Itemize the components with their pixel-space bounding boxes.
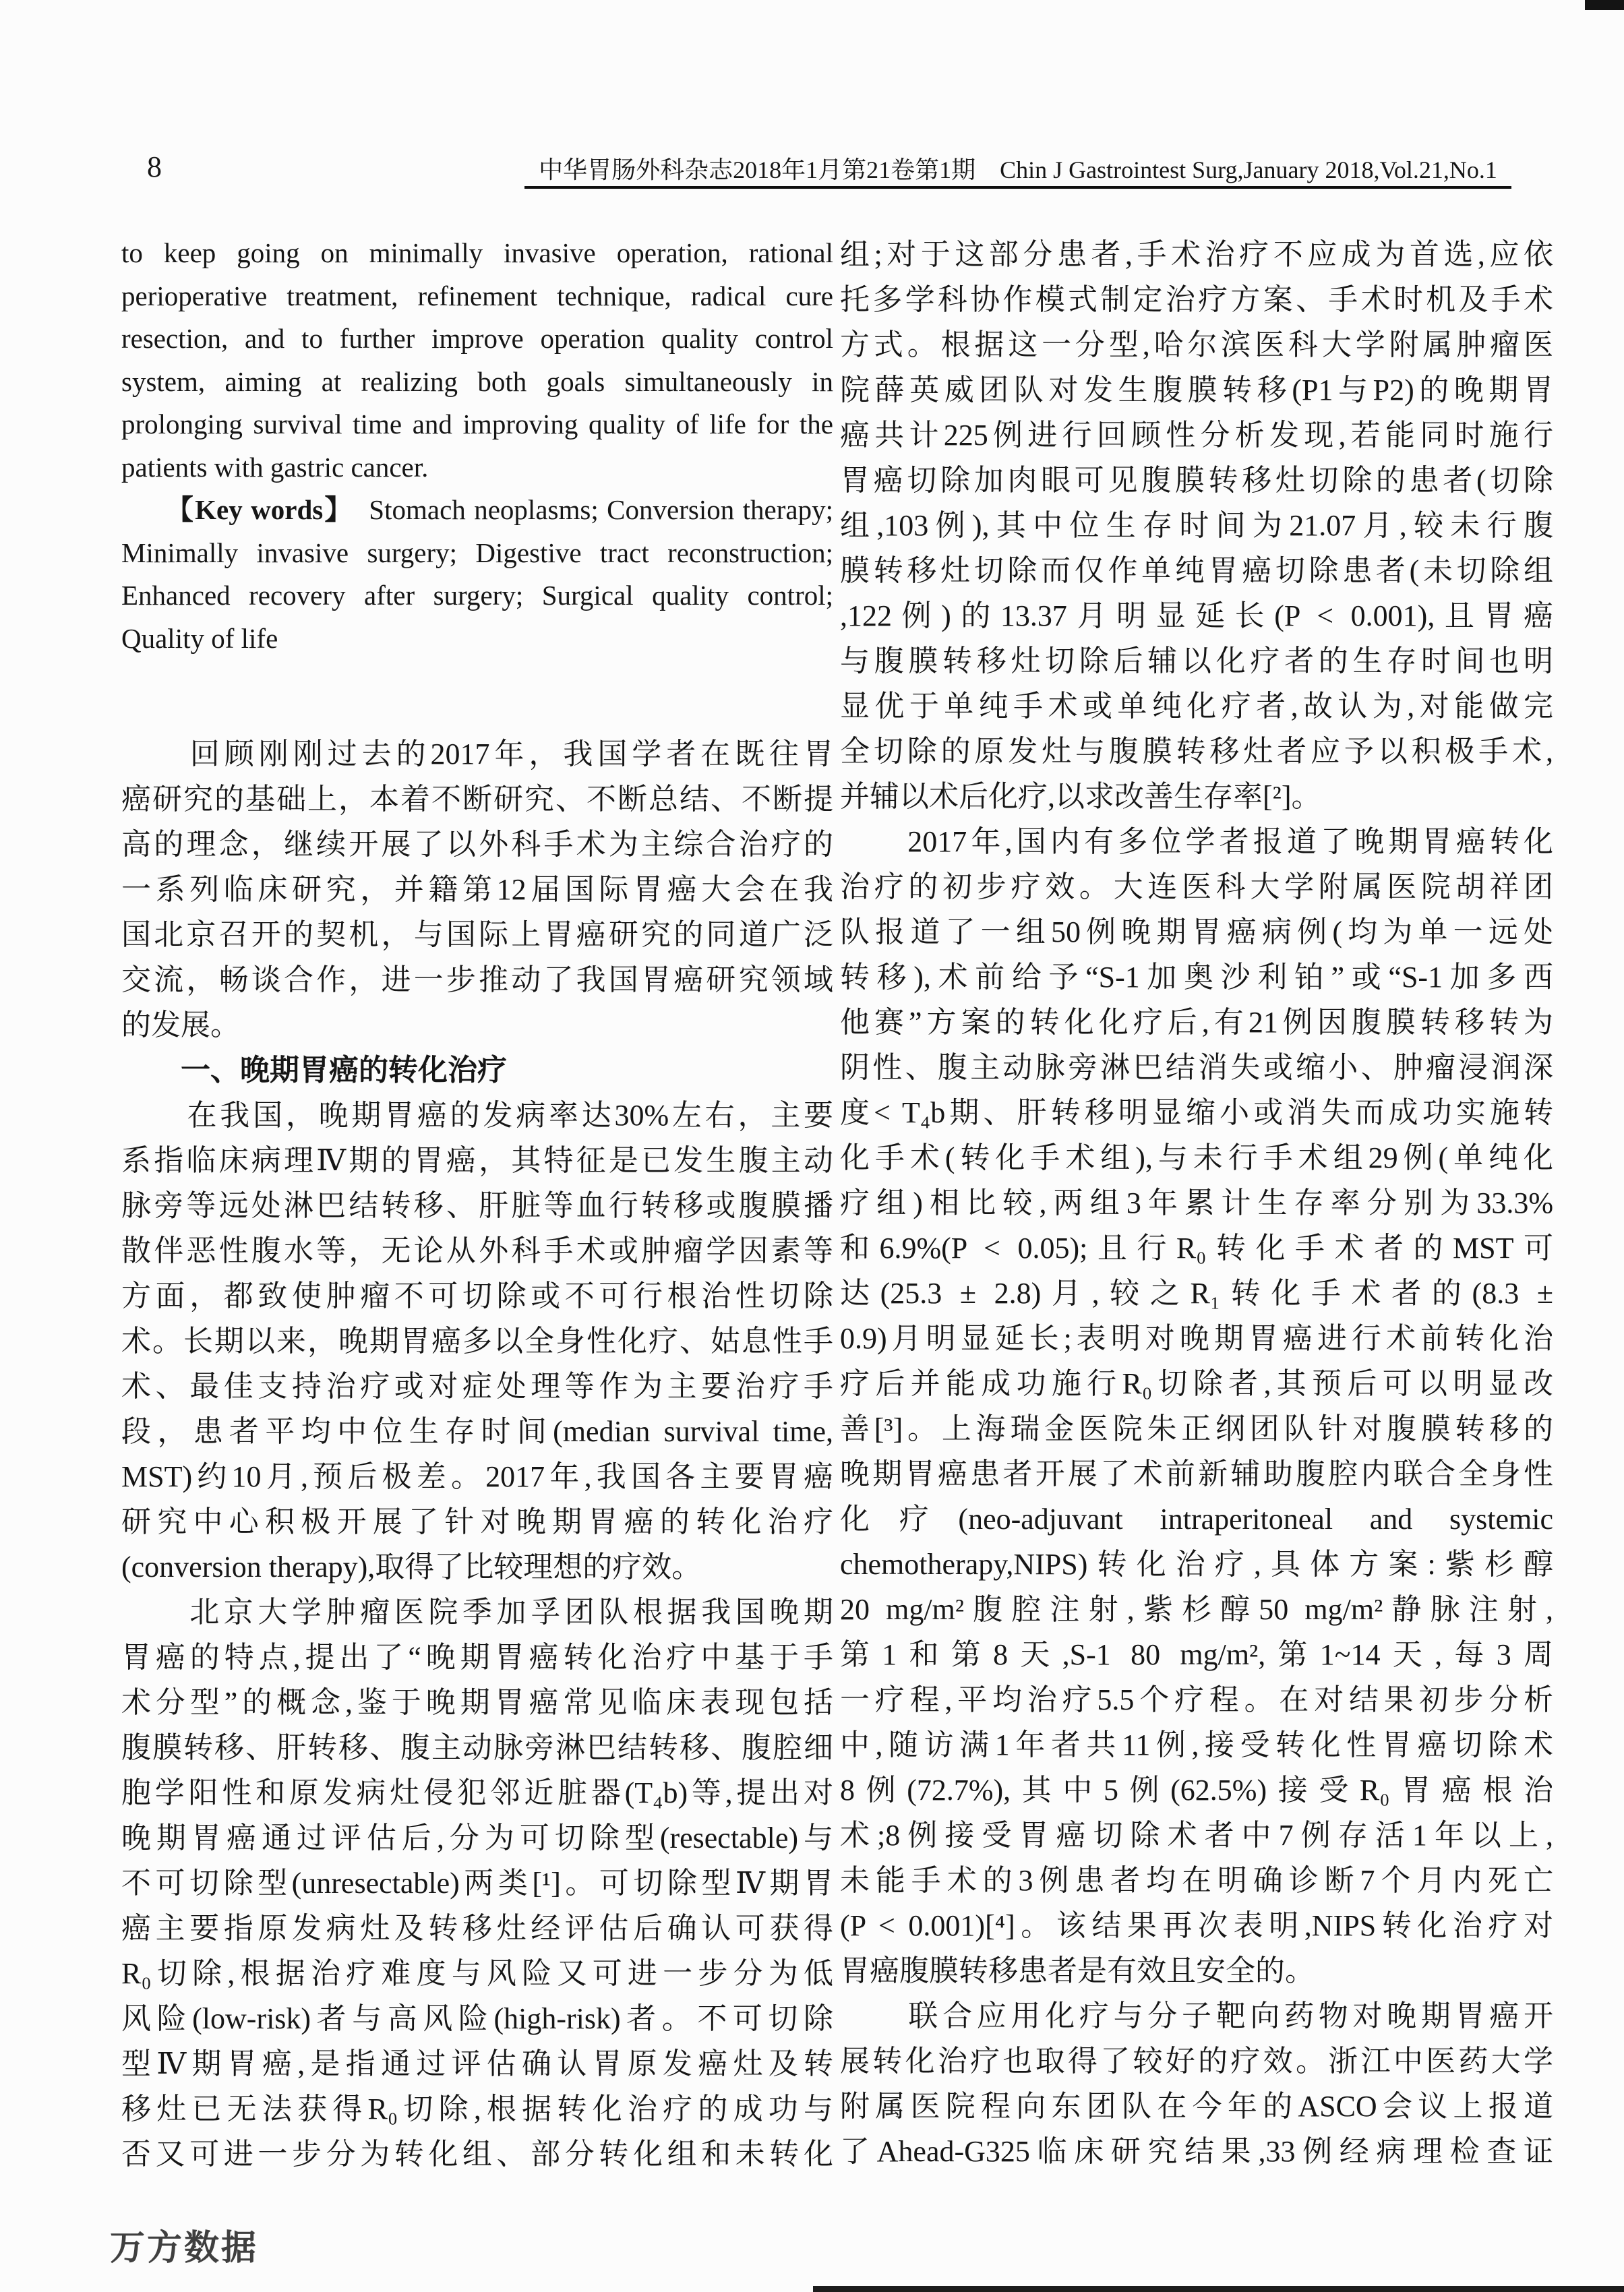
- text-line: 组,103例),其中位生存时间为21.07月,较未行腹: [840, 509, 1553, 542]
- text-line: patients with gastric cancer.: [121, 451, 429, 483]
- text-line: 移灶已无法获得R₀切除,根据转化治疗的成功与: [121, 2092, 833, 2125]
- text-line: 治疗的初步疗效。大连医科大学附属医院胡祥团: [840, 870, 1553, 903]
- text-line: 2017年,国内有多位学者报道了晚期胃癌转化: [840, 825, 1553, 858]
- text-line: to keep going on minimally invasive operation, rational: [121, 237, 833, 268]
- text-line: 联合应用化疗与分子靶向药物对晚期胃癌开: [840, 1999, 1553, 2032]
- text-line: perioperative treatment, refinement technique, radical cure: [121, 280, 833, 311]
- text-line: 第1和第8天,S-1 80 mg/m²,第1~14天,每3周: [840, 1638, 1553, 1671]
- text-line: 系指临床病理Ⅳ期的胃癌，其特征是已发生腹主动: [121, 1144, 833, 1177]
- text-line: 术;8例接受胃癌切除术者中7例存活1年以上,: [840, 1819, 1553, 1852]
- text-line: 不可切除型(unresectable)两类[¹]。可切除型Ⅳ期胃: [121, 1867, 833, 1900]
- right-text-column: [840, 232, 1553, 2174]
- text-line: 托多学科协作模式制定治疗方案、手术时机及手术: [840, 283, 1553, 316]
- text-line: 院薛英威团队对发生腹膜转移(P1与P2)的晚期胃: [840, 373, 1553, 406]
- header-rule: [524, 186, 1511, 189]
- text-line: prolonging survival time and improving quality of life for the: [121, 409, 833, 440]
- text-line: 【Key words】 Stomach neoplasms; Conversion therapy;: [121, 494, 833, 525]
- text-line: R₀切除,根据治疗难度与风险又可进一步分为低: [121, 1957, 833, 1990]
- text-line: 中,随访满1年者共11例,接受转化性胃癌切除术: [840, 1728, 1553, 1761]
- text-line: 否又可进一步分为转化组、部分转化组和未转化: [121, 2138, 833, 2171]
- text-line: 附属医院程向东团队在今年的ASCO会议上报道: [840, 2090, 1553, 2123]
- text-line: 交流，畅谈合作，进一步推动了我国胃癌研究领域: [121, 963, 833, 996]
- text-line: 国北京召开的契机，与国际上胃癌研究的同道广泛: [121, 918, 833, 951]
- text-line: 转移),术前给予“S-1加奥沙利铂”或“S-1加多西: [840, 961, 1553, 994]
- text-line: Enhanced recovery after surgery; Surgical quality control;: [121, 580, 833, 611]
- text-line: resection, and to further improve operation quality control: [121, 323, 833, 354]
- text-line: 晚期胃癌患者开展了术前新辅助腹腔内联合全身性: [840, 1457, 1553, 1490]
- text-line: 回顾刚刚过去的2017年，我国学者在既往胃: [121, 737, 833, 771]
- scan-artifact-top-right: [1585, 0, 1624, 10]
- text-line: 段，患者平均中位生存时间(median survival time,: [121, 1415, 833, 1448]
- text-line: 脉旁等远处淋巴结转移、肝脏等血行转移或腹膜播: [121, 1189, 833, 1222]
- text-line: 化疗(neo-adjuvant intraperitoneal and systemic: [840, 1503, 1553, 1536]
- text-line: 腹膜转移、肝转移、腹主动脉旁淋巴结转移、腹腔细: [121, 1731, 833, 1764]
- text-line: 化手术(转化手术组),与未行手术组29例(单纯化: [840, 1141, 1553, 1174]
- text-line: 善[³]。上海瑞金医院朱正纲团队针对腹膜转移的: [840, 1412, 1553, 1445]
- text-line: 术、最佳支持治疗或对症处理等作为主要治疗手: [121, 1370, 833, 1403]
- text-line: 癌共计225例进行回顾性分析发现,若能同时施行: [840, 419, 1553, 452]
- text-line: 研究中心积极开展了针对晚期胃癌的转化治疗: [121, 1505, 833, 1538]
- text-line: Quality of life: [121, 622, 278, 654]
- text-line: 展转化治疗也取得了较好的疗效。浙江中医药大学: [840, 2045, 1553, 2078]
- wanfang-data-watermark: 万方数据: [110, 2229, 259, 2268]
- text-line: 胞学阳性和原发病灶侵犯邻近脏器(T₄b)等,提出对: [121, 1776, 833, 1809]
- text-line: 疗后并能成功施行R₀切除者,其预后可以明显改: [840, 1367, 1553, 1400]
- text-line: 并辅以术后化疗,以求改善生存率[²]。: [840, 780, 1321, 813]
- text-line: 术分型”的概念,鉴于晚期胃癌常见临床表现包括: [121, 1686, 833, 1719]
- text-line: 达(25.3 ± 2.8)月,较之R₁转化手术者的(8.3 ±: [840, 1277, 1553, 1310]
- text-line: 癌主要指原发病灶及转移灶经评估后确认可获得: [121, 1912, 833, 1945]
- text-line: 在我国，晚期胃癌的发病率达30%左右，主要: [121, 1099, 833, 1132]
- text-line: 一系列临床研究，并籍第12届国际胃癌大会在我: [121, 873, 833, 906]
- keywords-label: 【Key words】: [121, 494, 340, 525]
- text-line: 与腹膜转移灶切除后辅以化疗者的生存时间也明: [840, 644, 1553, 677]
- text-line: Minimally invasive surgery; Digestive tract reconstruction;: [121, 537, 833, 568]
- text-line: 膜转移灶切除而仅作单纯胃癌切除患者(未切除组: [840, 554, 1553, 587]
- text-line: 型Ⅳ期胃癌,是指通过评估确认胃原发癌灶及转: [121, 2047, 833, 2080]
- text-line: 组;对于这部分患者,手术治疗不应成为首选,应依: [840, 238, 1553, 271]
- text-line: 未能手术的3例患者均在明确诊断7个月内死亡: [840, 1864, 1553, 1897]
- text-line: (conversion therapy),取得了比较理想的疗效。: [121, 1550, 702, 1584]
- text-line: 方面，都致使肿瘤不可切除或不可行根治性切除: [121, 1279, 833, 1313]
- text-line: system, aiming at realizing both goals simultaneously in: [121, 365, 833, 397]
- text-line: 20 mg/m²腹腔注射,紫杉醇50 mg/m²静脉注射,: [840, 1593, 1553, 1626]
- text-line: 晚期胃癌通过评估后,分为可切除型(resectable)与: [121, 1821, 833, 1854]
- left-text-column: [121, 232, 833, 2177]
- text-line: 和6.9%(P < 0.05);且行R₀转化手术者的MST可: [840, 1232, 1553, 1265]
- journal-header-title: 中华胃肠外科杂志2018年1月第21卷第1期 Chin J Gastrointest Surg,January 2018,Vol.21,No.1: [539, 156, 1497, 183]
- text-line: 胃癌腹膜转移患者是有效且安全的。: [840, 1954, 1315, 1987]
- text-line: 风险(low-risk)者与高风险(high-risk)者。不可切除: [121, 2002, 833, 2035]
- text-line: chemotherapy,NIPS)转化治疗,具体方案:紫杉醇: [840, 1548, 1553, 1581]
- text-line: 队报道了一组50例晚期胃癌病例(均为单一远处: [840, 915, 1553, 948]
- text-line: 一疗程,平均治疗5.5个疗程。在对结果初步分析: [840, 1683, 1553, 1716]
- text-line: 的发展。: [121, 1008, 240, 1042]
- text-line: 他赛”方案的转化化疗后,有21例因腹膜转移转为: [840, 1006, 1553, 1039]
- scan-artifact-bottom-right: [813, 2286, 1624, 2292]
- text-line: 0.9)月明显延长;表明对晚期胃癌进行术前转化治: [840, 1322, 1553, 1355]
- text-line: MST)约10月,预后极差。2017年,我国各主要胃癌: [121, 1460, 833, 1493]
- text-line: 胃癌的特点,提出了“晚期胃癌转化治疗中基于手: [121, 1641, 833, 1674]
- text-line: ,122例)的13.37月明显延长(P < 0.001),且胃癌: [840, 599, 1553, 632]
- text-line: 一、晚期胃癌的转化治疗: [121, 1054, 507, 1087]
- text-line: 北京大学肿瘤医院季加孚团队根据我国晚期: [121, 1596, 833, 1629]
- text-line: 了Ahead-G325临床研究结果,33例经病理检查证: [840, 2135, 1553, 2168]
- text-line: 方式。根据这一分型,哈尔滨医科大学附属肿瘤医: [840, 328, 1553, 361]
- text-line: 全切除的原发灶与腹膜转移灶者应予以积极手术,: [840, 735, 1553, 768]
- text-line: 术。长期以来，晚期胃癌多以全身性化疗、姑息性手: [121, 1325, 833, 1358]
- text-line: 8例(72.7%),其中5例(62.5%)接受R₀胃癌根治: [840, 1774, 1553, 1807]
- text-line: 胃癌切除加肉眼可见腹膜转移灶切除的患者(切除: [840, 464, 1553, 497]
- text-line: 阴性、腹主动脉旁淋巴结消失或缩小、肿瘤浸润深: [840, 1051, 1553, 1084]
- text-line: 度< T₄b期、肝转移明显缩小或消失而成功实施转: [840, 1096, 1553, 1129]
- text-line: 疗组)相比较,两组3年累计生存率分别为33.3%: [840, 1186, 1553, 1219]
- page-number: 8: [147, 150, 162, 183]
- text-line: 癌研究的基础上，本着不断研究、不断总结、不断提: [121, 783, 833, 816]
- text-line: (P < 0.001)[⁴]。该结果再次表明,NIPS转化治疗对: [840, 1909, 1553, 1942]
- text-line: 散伴恶性腹水等，无论从外科手术或肿瘤学因素等: [121, 1234, 833, 1267]
- text-line: 高的理念，继续开展了以外科手术为主综合治疗的: [121, 828, 833, 861]
- text-line: 显优于单纯手术或单纯化疗者,故认为,对能做完: [840, 690, 1553, 723]
